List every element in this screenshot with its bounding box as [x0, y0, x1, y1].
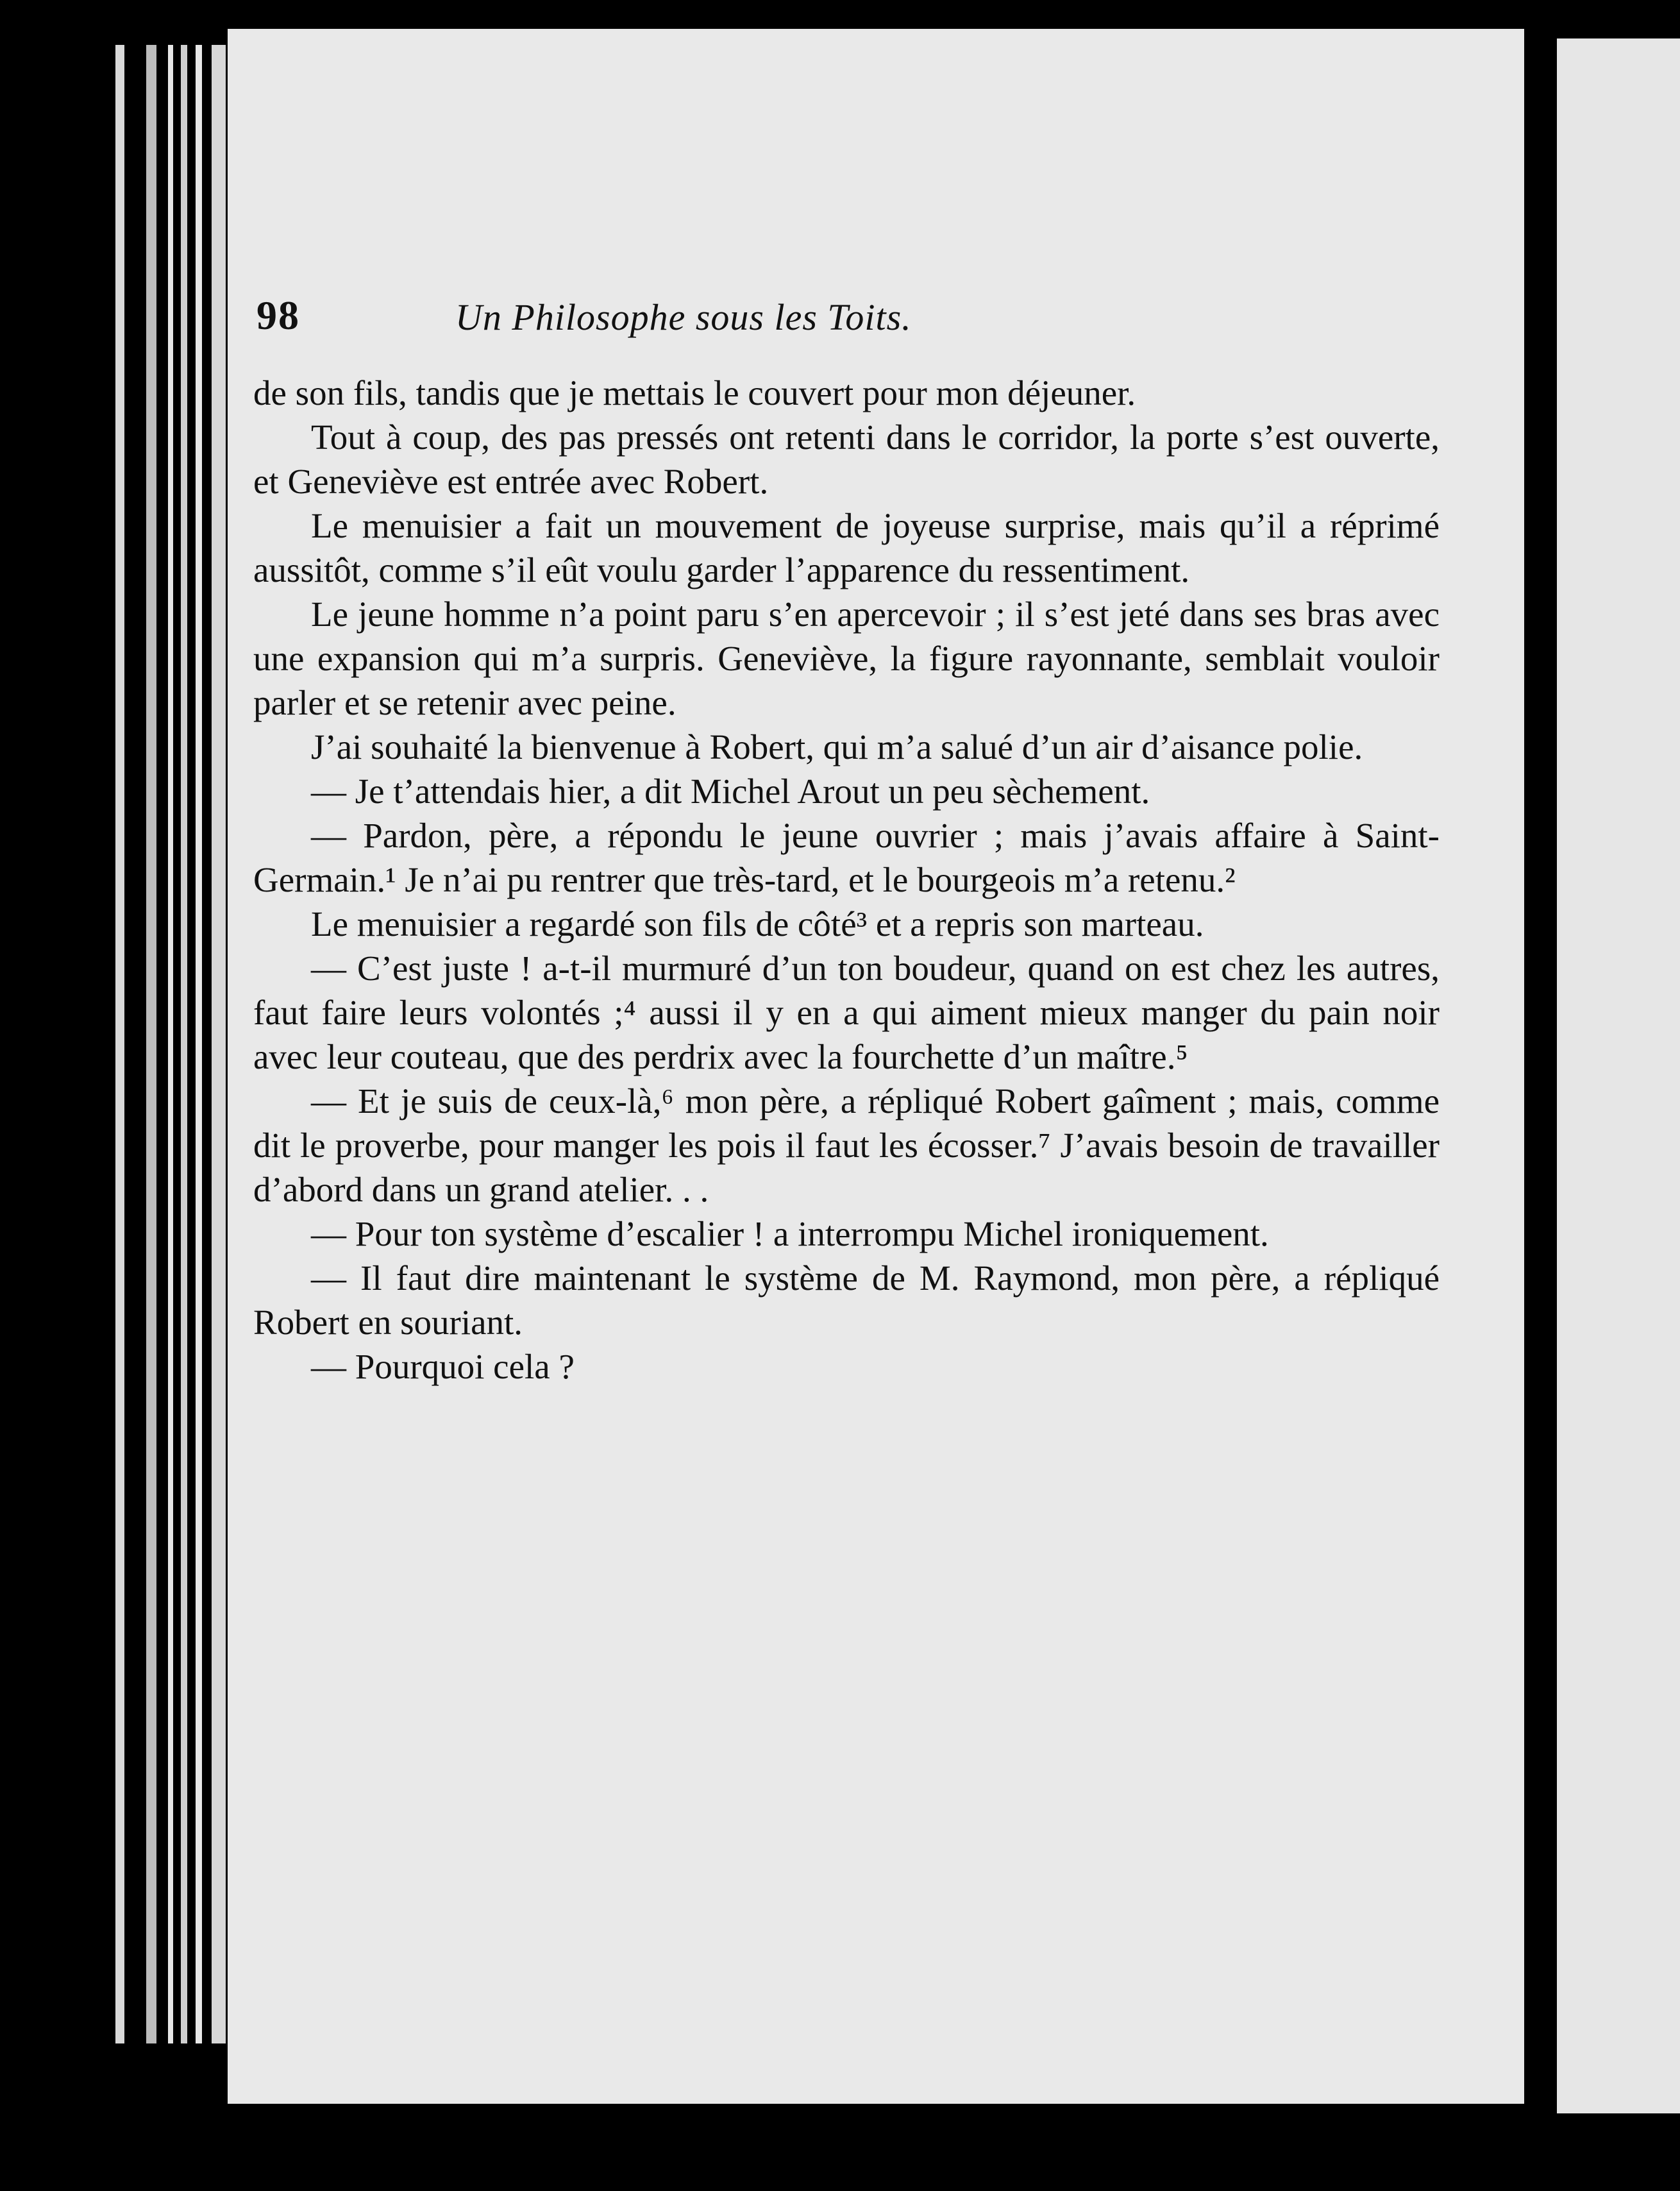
- page-number: 98: [256, 292, 300, 338]
- paragraph: — Et je suis de ceux-là,⁶ mon père, a répliqué Robert gaîment ; mais, comme dit le proverbe, pour manger les pois il faut les écosser.⁷ J’avais besoin de travailler d’abord dans un grand atelier. . .: [253, 1081, 1440, 1209]
- body-text: [253, 371, 1440, 1389]
- page-edge: [115, 45, 124, 2043]
- running-title: Un Philosophe sous les Toits.: [455, 296, 912, 338]
- paragraph: — Il faut dire maintenant le système de M. Raymond, mon père, a répliqué Robert en souriant.: [253, 1258, 1440, 1342]
- page-edge: [181, 45, 187, 2043]
- paragraph: — Je t’attendais hier, a dit Michel Arout un peu sèchement.: [311, 772, 1150, 811]
- paragraph: J’ai souhaité la bienvenue à Robert, qui m’a salué d’un air d’aisance polie.: [311, 727, 1363, 766]
- paragraph: Le menuisier a fait un mouvement de joyeuse surprise, mais qu’il a réprimé aussitôt, comme s’il eût voulu garder l’apparence du ressentiment.: [253, 506, 1440, 589]
- paragraph: — Pardon, père, a répondu le jeune ouvrier ; mais j’avais affaire à Saint-Germain.¹ Je n’ai pu rentrer que très-tard, et le bourgeois m’a retenu.²: [253, 816, 1440, 899]
- paragraph: Le menuisier a regardé son fils de côté³ et a repris son marteau.: [311, 904, 1204, 943]
- page-edge: [146, 45, 156, 2043]
- paragraph: Le jeune homme n’a point paru s’en apercevoir ; il s’est jeté dans ses bras avec une expansion qui m’a surpris. Geneviève, la figure rayonnante, semblait vouloir parler et se retenir avec peine.: [253, 595, 1440, 722]
- page-edge: [212, 45, 226, 2043]
- paragraph: de son fils, tandis que je mettais le couvert pour mon déjeuner.: [253, 373, 1136, 412]
- page-header: [256, 292, 1250, 350]
- facing-page: [1557, 38, 1680, 2113]
- paragraph: — Pourquoi cela ?: [311, 1347, 575, 1386]
- page-edge: [196, 45, 202, 2043]
- page-edge: [168, 45, 173, 2043]
- paragraph: Tout à coup, des pas pressés ont retenti dans le corridor, la porte s’est ouverte, et Geneviève est entrée avec Robert.: [253, 418, 1440, 501]
- paragraph: — C’est juste ! a-t-il murmuré d’un ton boudeur, quand on est chez les autres, faut faire leurs volontés ;⁴ aussi il y en a qui aiment mieux manger du pain noir avec leur couteau, que des perdrix avec la fourchette d’un maître.⁵: [253, 949, 1440, 1076]
- paragraph: — Pour ton système d’escalier ! a interrompu Michel ironiquement.: [311, 1214, 1269, 1253]
